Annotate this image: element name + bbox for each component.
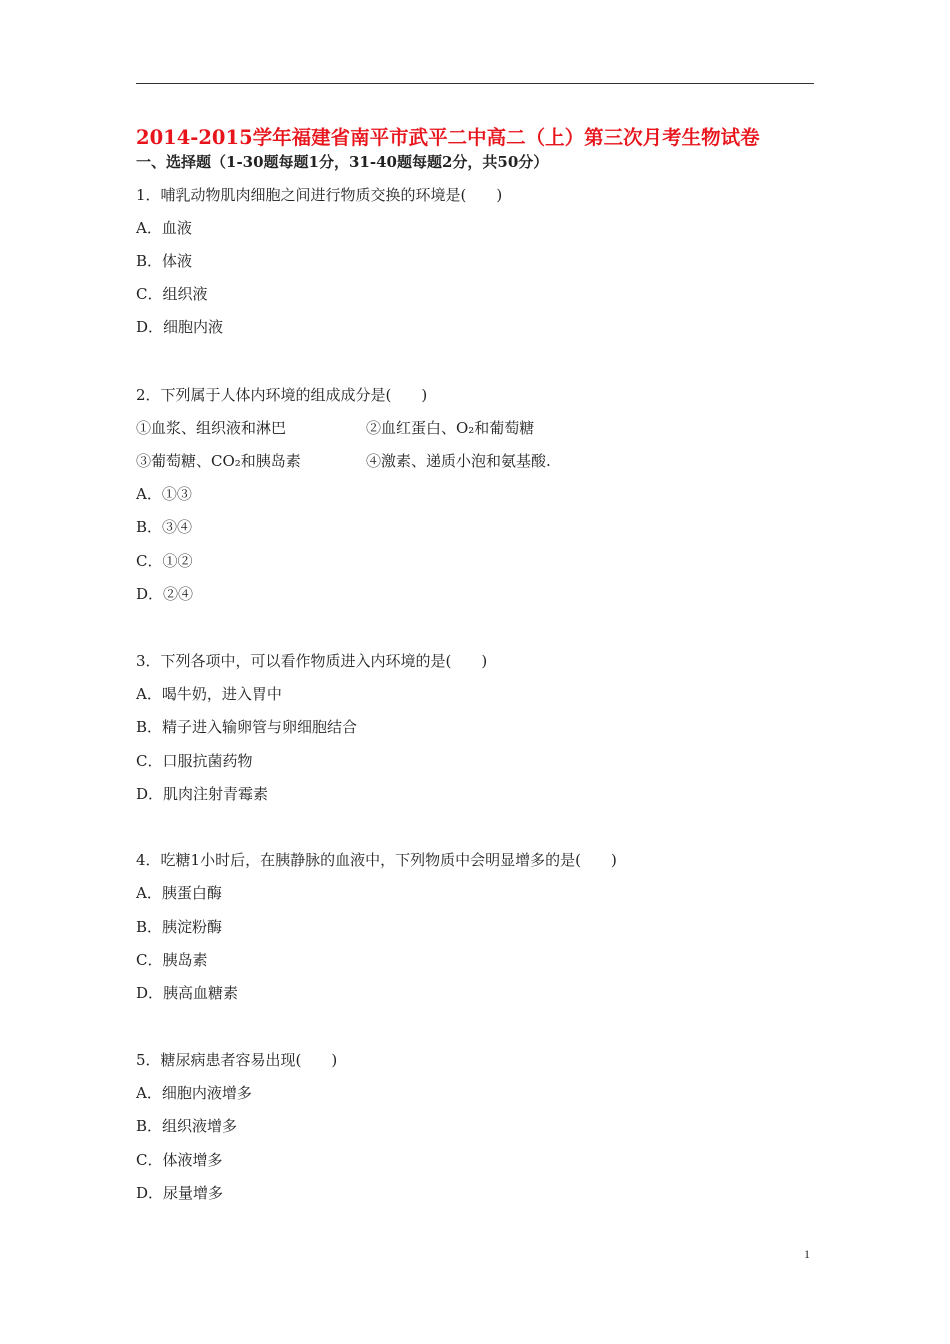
page-number: 1 [804,1247,810,1261]
question-2-stem: 2．下列属于人体内环境的组成成分是( ) [136,386,428,404]
question-5-stem: 5．糖尿病患者容易出现( ) [136,1051,338,1069]
question-3-option-a: A．喝牛奶，进入胃中 [136,685,282,703]
question-2-item-2: ②血红蛋白、O₂和葡萄糖 [366,419,535,437]
question-5-option-a: A．细胞内液增多 [136,1084,252,1102]
section-heading: 一、选择题（1-30题每题1分，31-40题每题2分，共50分） [136,153,549,171]
question-3-stem: 3．下列各项中，可以看作物质进入内环境的是( ) [136,652,488,670]
question-2-option-d: D．②④ [136,585,194,603]
question-1-option-a: A．血液 [136,219,192,237]
question-2-option-a: A．①③ [136,485,192,503]
question-2-item-1: ①血浆、组织液和淋巴 [136,419,287,437]
question-4-option-b: B．胰淀粉酶 [136,918,223,936]
question-5-option-c: C．体液增多 [136,1151,223,1169]
question-2-option-c: C．①② [136,552,193,570]
question-1-option-c: C．组织液 [136,285,208,303]
question-3-option-b: B．精子进入输卵管与卵细胞结合 [136,718,358,736]
question-4-option-a: A．胰蛋白酶 [136,884,222,902]
question-5-option-b: B．组织液增多 [136,1117,238,1135]
question-4-option-d: D．胰高血糖素 [136,984,239,1002]
question-3-option-c: C．口服抗菌药物 [136,752,253,770]
question-1-option-d: D．细胞内液 [136,318,224,336]
question-3-option-d: D．肌肉注射青霉素 [136,785,269,803]
question-1-option-b: B．体液 [136,252,193,270]
question-4-option-c: C．胰岛素 [136,951,208,969]
header-rule [136,83,814,84]
question-4-stem: 4．吃糖1小时后，在胰静脉的血液中，下列物质中会明显增多的是( ) [136,851,617,869]
exam-title: 2014-2015学年福建省南平市武平二中高二（上）第三次月考生物试卷 [136,126,760,149]
question-5-option-d: D．尿量增多 [136,1184,224,1202]
question-2-option-b: B．③④ [136,518,193,536]
question-2-item-3: ③葡萄糖、CO₂和胰岛素 [136,452,301,470]
question-1-stem: 1．哺乳动物肌肉细胞之间进行物质交换的环境是( ) [136,186,503,204]
question-2-item-4: ④激素、递质小泡和氨基酸. [366,452,551,470]
